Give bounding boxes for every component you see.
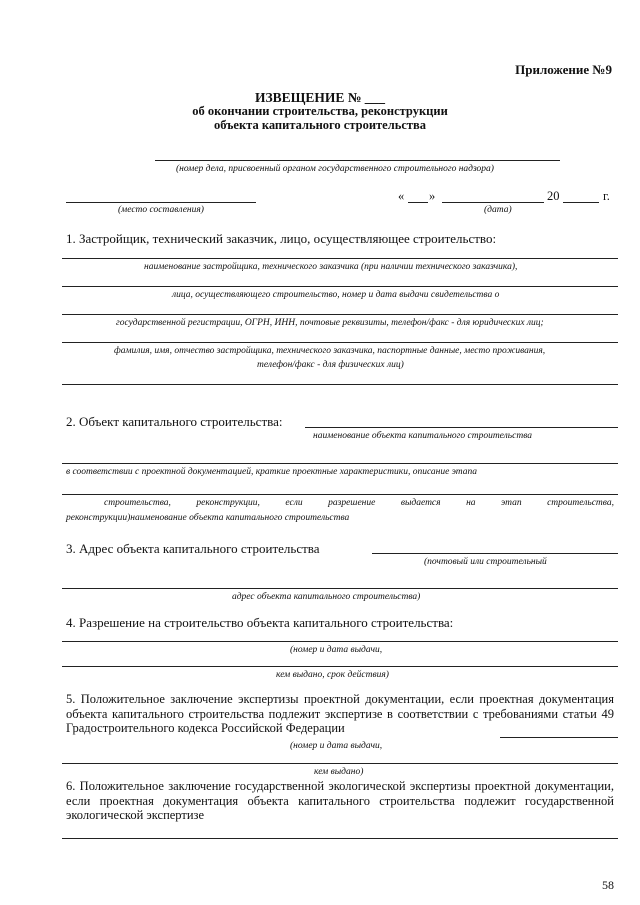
section-1-caption-3: государственной регистрации, ОГРН, ИНН, почтовые реквизиты, телефон/факс - для юридических лиц; xyxy=(116,318,544,328)
appendix-label: Приложение №9 xyxy=(515,62,612,77)
case-number-caption: (номер дела, присвоенный органом государственного строительного надзора) xyxy=(176,164,494,174)
date-day-field[interactable] xyxy=(408,202,428,203)
section-1-line-4[interactable] xyxy=(62,342,618,343)
date-month-field[interactable] xyxy=(442,202,544,203)
section-1-line-2[interactable] xyxy=(62,286,618,287)
date-year-prefix: 20 xyxy=(547,189,560,203)
section-1-heading: 1. Застройщик, технический заказчик, лицо, осуществляющее строительство: xyxy=(66,231,497,246)
section-1-line-5[interactable] xyxy=(62,384,618,385)
section-4-line-2[interactable] xyxy=(62,666,618,667)
section-2-caption-3-word: на xyxy=(466,498,476,508)
section-2-caption-3-word: реконструкции, xyxy=(196,498,260,508)
section-3-address-line-1[interactable] xyxy=(372,553,618,554)
section-5-line-1[interactable] xyxy=(500,737,618,738)
section-2-caption-3-word: выдается xyxy=(400,498,441,508)
case-number-field-line[interactable] xyxy=(155,160,560,161)
section-2-caption-2: в соответствии с проектной документацией, краткие проектные характеристики, описание этапа xyxy=(66,467,478,477)
section-2-object-name-line[interactable] xyxy=(305,427,618,428)
section-3-address-line-2[interactable] xyxy=(62,588,618,589)
section-2-caption-3-word: строительства, xyxy=(547,498,614,508)
section-3-caption-2: адрес объекта капитального строительства) xyxy=(232,592,421,602)
place-caption: (место составления) xyxy=(118,205,204,215)
date-close-quote: » xyxy=(429,189,436,203)
section-2-caption-3-word: если xyxy=(285,498,303,508)
document-subtitle-2: объекта капитального строительства xyxy=(213,118,427,132)
document-title: ИЗВЕЩЕНИЕ № ___ xyxy=(254,90,386,105)
section-5-line-2[interactable] xyxy=(62,763,618,764)
section-2-caption-3-word: строительства, xyxy=(104,498,171,508)
document-subtitle-1: об окончании строительства, реконструкции xyxy=(192,104,448,118)
section-2-caption-3 xyxy=(104,498,614,508)
section-4-caption-2: кем выдано, срок действия) xyxy=(276,670,389,680)
section-2-caption-3-word: этап xyxy=(501,498,522,508)
section-2-line-3[interactable] xyxy=(62,494,618,495)
date-year-field[interactable] xyxy=(563,202,599,203)
section-2-caption-1: наименование объекта капитального строительства xyxy=(313,431,533,441)
section-4-heading: 4. Разрешение на строительство объекта капитального строительства: xyxy=(66,615,454,630)
section-2-caption-3-word: разрешение xyxy=(328,498,376,508)
section-1-caption-4: фамилия, имя, отчество застройщика, технического заказчика, паспортные данные, место проживания, xyxy=(114,346,546,356)
place-field-line[interactable] xyxy=(66,202,256,203)
page-number: 58 xyxy=(602,878,614,892)
section-1-line-3[interactable] xyxy=(62,314,618,315)
section-5-caption-1: (номер и дата выдачи, xyxy=(290,741,383,751)
section-4-line-1[interactable] xyxy=(62,641,618,642)
section-6-line-1[interactable] xyxy=(62,838,618,839)
section-4-caption-1: (номер и дата выдачи, xyxy=(290,645,383,655)
section-1-caption-2: лица, осуществляющего строительство, номер и дата выдачи свидетельства о xyxy=(172,290,500,300)
section-3-heading: 3. Адрес объекта капитального строительства xyxy=(66,541,320,556)
date-caption: (дата) xyxy=(484,205,512,215)
section-2-line-2[interactable] xyxy=(62,463,618,464)
section-6-text: 6. Положительное заключение государственной экологической экспертизы проектной документации, если проектная документация объекта капитального строительства подлежит государственной экологической экспертизе xyxy=(66,779,614,822)
date-open-quote: « xyxy=(398,189,405,203)
section-1-line-1[interactable] xyxy=(62,258,618,259)
section-1-caption-1: наименование застройщика, технического заказчика (при наличии технического заказчика), xyxy=(144,262,518,272)
date-year-suffix: г. xyxy=(603,189,610,203)
section-3-caption-1: (почтовый или строительный xyxy=(424,557,547,567)
section-5-text: 5. Положительное заключение экспертизы проектной документации, если проектная документация объекта капитального строительства подлежит экспертизе в соответствии с требованиями статьи 49 Градостроительного кодекса Российской Федерации xyxy=(66,692,614,735)
section-5-caption-2: кем выдано) xyxy=(314,767,364,777)
section-1-caption-5: телефон/факс - для физических лиц) xyxy=(257,360,404,370)
section-2-heading: 2. Объект капитального строительства: xyxy=(66,414,283,429)
section-2-caption-4: реконструкции)наименование объекта капитального строительства xyxy=(66,513,350,523)
